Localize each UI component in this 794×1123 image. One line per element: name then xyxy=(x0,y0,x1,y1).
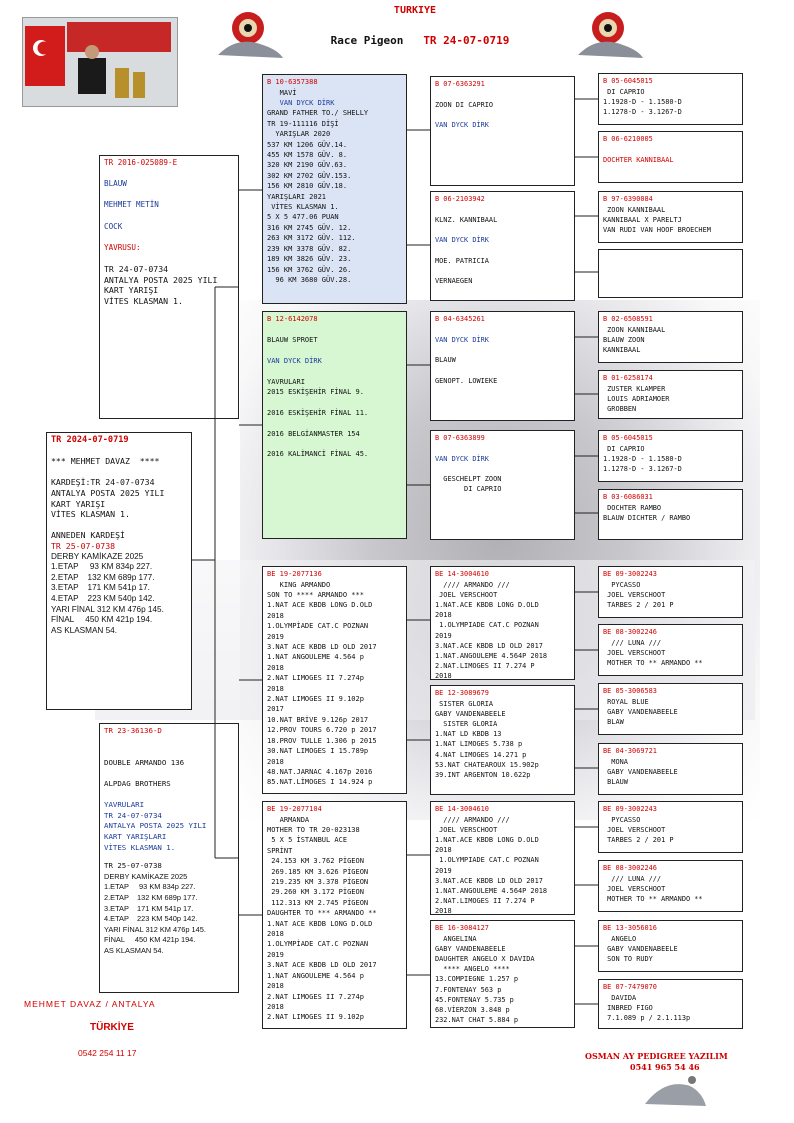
grandparent-line: 455 KM 1578 GÜV. 8. xyxy=(267,151,348,160)
great-grandparent-line: DAUGHTER ANGELO X DAVIDA xyxy=(435,955,535,963)
grandparent-line: 219.235 KM 3.378 PİGEON xyxy=(267,878,369,887)
footer-owner: MEHMET DAVAZ / ANTALYA xyxy=(24,999,156,1009)
great-grandparent-line: 1.NAT LIMOGES 5.738 p xyxy=(435,740,523,749)
dam-sibling-line: 2.ETAP 132 KM 689p 177. xyxy=(104,892,198,902)
sire-offspring-line: VİTES KLASMAN 1. xyxy=(104,295,183,306)
grandparent-line: MOTHER TO TR 20-023138 xyxy=(267,826,360,834)
great-grandparent-ring: BE 16-3084127 xyxy=(435,924,489,932)
dam-line: DOUBLE ARMANDO 136 xyxy=(104,757,185,767)
great-grandparent-ring: BE 14-3004610 xyxy=(435,570,489,578)
ancestor-line: VAN RUDI VAN HOOF BROECHEM xyxy=(603,226,711,234)
great-grandparent-line: GENOPT. LOWIEKE xyxy=(435,376,498,385)
grandparent-line: 5 X 5 477.06 PUAN xyxy=(267,213,339,222)
grandparent-line: 5 X 5 İSTANBUL ACE xyxy=(267,836,348,845)
ancestor-line: ZUSTER KLAMPER xyxy=(603,384,666,393)
great-grandparent-line: 2018 xyxy=(435,907,452,915)
grandparent-line: 30.NAT LIMOGES I 15.789p xyxy=(267,747,369,756)
grandparent-ring: B 10-6357388 xyxy=(267,78,318,86)
grandparent-line: VAN DYCK DİRK xyxy=(267,356,322,365)
ancestor-ring: B 05-6045015 xyxy=(603,77,653,85)
grandparent-line: 112.313 KM 2.745 PİGEON xyxy=(267,898,369,907)
ancestor-line: PYCASSO xyxy=(603,815,641,824)
main-bird-sibling-line: 3.ETAP 171 KM 541p 17. xyxy=(51,583,150,593)
footer-maker: OSMAN AY PEDIGREE YAZILIM xyxy=(585,1051,728,1061)
ancestor-line: KANNIBAAL X PARELTJ xyxy=(603,215,682,224)
ancestor-line: /// LUNA /// xyxy=(603,638,662,647)
ancestor-line: DOCHTER RAMBO xyxy=(603,503,662,512)
grandparent-line: 263 KM 3172 GÜV. 112. xyxy=(267,234,356,243)
grandparent-line: BLAUW SPROET xyxy=(267,336,318,344)
grandparent-line: 3.NAT ACE KBDB LD OLD 2017 xyxy=(267,961,377,970)
grandparent-line: 2019 xyxy=(267,950,284,959)
great-grandparent-line: 1.NAT.ACE KBDB LONG D.OLD xyxy=(435,836,539,844)
dam-offspring-line: ANTALYA POSTA 2025 YILI xyxy=(104,821,207,831)
grandparent-line: 96 KM 3680 GÜV.28. xyxy=(267,275,352,284)
ancestor-line: BLAUW ZOON xyxy=(603,335,645,344)
great-grandparent-line: VAN DYCK DİRK xyxy=(435,121,489,130)
ancestor-line: GROBBEN xyxy=(603,405,637,413)
ancestor-line: 1.1928-D - 1.1580-D xyxy=(603,97,682,106)
great-grandparent-line: JOEL VERSCHOOT xyxy=(435,825,498,834)
great-grandparent-line: 1.NAT.ACE KBDB LONG D.OLD xyxy=(435,601,539,609)
main-bird-sibling-line: AS KLASMAN 54. xyxy=(51,625,117,635)
main-bird-ring: TR 2024-07-0719 xyxy=(51,435,129,445)
grandparent-line: 156 KM 2810 GÜV.18. xyxy=(267,182,348,191)
dam-sibling-line: FİNAL 450 KM 421p 194. xyxy=(104,935,196,945)
footer-pigeon-logo xyxy=(640,1060,710,1112)
footer-country: TÜRKİYE xyxy=(90,1022,134,1033)
grandparent-line: 2018 xyxy=(267,930,284,939)
great-grandparent-line: 2019 xyxy=(435,631,452,640)
great-grandparent-line: 1.NAT.ANGOULEME 4.564P 2018 xyxy=(435,887,548,896)
ancestor-ring: BE 04-3069721 xyxy=(603,747,657,755)
dam-offspring-line: TR 24-07-0734 xyxy=(104,810,162,820)
great-grandparent-line: MOE. PATRICIA xyxy=(435,256,489,265)
great-grandparent-line: 53.NAT CHATEAROUX 15.902p xyxy=(435,760,539,769)
grandparent-ring: BE 19-2077104 xyxy=(267,805,322,813)
great-grandparent-line: 13.COMPIEGNE 1.257 p xyxy=(435,975,518,984)
grandparent-line: 537 KM 1206 GÜV.14. xyxy=(267,140,348,149)
grandparent-line: SON TO **** ARMANDO *** xyxy=(267,591,364,599)
grandparent-line: 316 KM 2745 GÜV. 12. xyxy=(267,223,352,232)
grandparent-line: 24.153 KM 3.762 PİGEON xyxy=(267,857,364,866)
dam-sibling-line: 1.ETAP 93 KM 834p 227. xyxy=(104,882,196,892)
great-grandparent-line: JOEL VERSCHOOT xyxy=(435,590,498,599)
grandparent-line: 1.NAT ACE KBDB LONG D.OLD xyxy=(267,601,373,610)
grandparent-line: 2.NAT LIMOGES II 7.274p xyxy=(267,674,364,683)
grandparent-line: 10.NAT BRİVE 9.126p 2017 xyxy=(267,715,369,724)
ancestor-line: BLAUW xyxy=(603,778,628,786)
grandparent-line: 1.NAT ACE KBDB LONG D.OLD xyxy=(267,919,373,928)
ancestor-line: ZOON KANNIBAAL xyxy=(603,325,666,334)
great-grandparent-line: 232.NAT CHAT 5.884 p xyxy=(435,1016,518,1025)
main-bird-line: *** MEHMET DAVAZ **** xyxy=(51,456,160,467)
great-grandparent-line: 45.FONTENAY 5.735 p xyxy=(435,995,514,1004)
grandparent-line: 48.NAT.JARNAC 4.167p 2016 xyxy=(267,767,373,776)
grandparent-line: 320 KM 2190 GÜV.63. xyxy=(267,161,348,170)
grandparent-line: 2018 xyxy=(267,1002,284,1011)
great-grandparent-ring: BE 12-3089679 xyxy=(435,689,489,697)
great-grandparent-line: 4.NAT LIMOGES 14.271 p xyxy=(435,750,527,759)
great-grandparent-line: 7.FONTENAY 563 p xyxy=(435,985,502,994)
sire-line: BLAUW xyxy=(104,179,127,189)
ancestor-ring: B 97-6390084 xyxy=(603,195,653,203)
ancestor-line: MONA xyxy=(603,757,628,766)
grandparent-line: 2016 BELGİANMASTER 154 xyxy=(267,429,360,438)
ancestor-ring: BE 09-3002243 xyxy=(603,805,657,813)
great-grandparent-line: GABY VANDENABEELE xyxy=(435,944,506,953)
ancestor-ring: BE 05-3006583 xyxy=(603,687,657,695)
great-grandparent-ring: BE 14-3004610 xyxy=(435,805,489,813)
grandparent-line: VAN DYCK DİRK xyxy=(267,99,335,107)
grandparent-line: 2018 xyxy=(267,757,284,766)
ancestor-line: GABY VANDENABEELE xyxy=(603,944,678,953)
ancestor-line: DI CAPRIO xyxy=(603,444,645,453)
great-grandparent-line: 1.OLYMPIADE CAT.C POZNAN xyxy=(435,856,539,865)
ancestor-line: JOEL VERSCHOOT xyxy=(603,648,666,657)
main-bird-line: ANNEDEN KARDEŞİ xyxy=(51,530,125,541)
dam-sibling-line: 4.ETAP 223 KM 540p 142. xyxy=(104,914,198,924)
great-grandparent-line: 3.NAT.ACE KBDB LD OLD 2017 xyxy=(435,876,543,885)
grandparent-line: 2019 xyxy=(267,632,284,641)
dam-offspring-line: YAVRULARI xyxy=(104,800,145,810)
ancestor-line: ROYAL BLUE xyxy=(603,697,649,706)
ancestor-line: PYCASSO xyxy=(603,580,641,589)
grandparent-line: 2.NAT LIMOGES II 7.274p xyxy=(267,992,364,1001)
footer-phone: 0542 254 11 17 xyxy=(78,1048,137,1058)
header-title-left: Race Pigeon xyxy=(330,34,404,47)
great-grandparent-line: 68.VİERZON 3.848 p xyxy=(435,1006,510,1015)
great-grandparent-ring: B 06-2103942 xyxy=(435,195,485,203)
dam-sibling-line: AS KLASMAN 54. xyxy=(104,945,164,955)
ancestor-line: /// LUNA /// xyxy=(603,874,662,883)
ancestor-line: 7.1.089 p / 2.1.113p xyxy=(603,1014,691,1022)
grandparent-line: 2.NAT LIMOGES II 9.102p xyxy=(267,1013,364,1022)
grandparent-line: 302 KM 2702 GÜV.153. xyxy=(267,171,352,180)
header-title-ring: TR 24-07-0719 xyxy=(423,34,510,47)
ancestor-ring: BE 08-3002246 xyxy=(603,628,657,636)
ancestor-line: DAVIDA xyxy=(603,993,637,1002)
ancestor-ring: B 06-6210005 xyxy=(603,135,653,143)
ancestor-ring: B 05-6045015 xyxy=(603,434,653,442)
grandparent-ring: B 12-6142078 xyxy=(267,315,318,323)
great-grandparent-line: VAN DYCK DİRK xyxy=(435,454,489,463)
great-grandparent-line: 1.NAT.ANGOULEME 4.564P 2018 xyxy=(435,652,548,661)
grandparent-line: 239 KM 3378 GÜV. 82. xyxy=(267,244,352,253)
great-grandparent-line: VAN DYCK DİRK xyxy=(435,236,489,245)
grandparent-line: 2016 KALİMANCİ FİNAL 45. xyxy=(267,450,369,459)
sire-yavru-label: YAVRUSU: xyxy=(104,242,141,252)
great-grandparent-line: BLAUW xyxy=(435,356,456,365)
sire-line: COCK xyxy=(104,221,123,231)
ancestor-line: KANNIBAAL xyxy=(603,346,641,354)
ancestor-line: MOTHER TO ** ARMANDO ** xyxy=(603,659,703,667)
grandparent-line: 3.NAT ACE KBDB LD OLD 2017 xyxy=(267,643,377,652)
ancestor-ring: BE 07-7479070 xyxy=(603,983,657,991)
great-grandparent-line: 2.NAT.LIMOGES II 7.274 P xyxy=(435,662,535,671)
grandparent-line: 189 KM 3826 GÜV. 23. xyxy=(267,255,352,264)
great-grandparent-line: //// ARMANDO /// xyxy=(435,815,510,824)
great-grandparent-line: GESCHELPT ZOON xyxy=(435,475,502,484)
grandparent-line: 269.185 KM 3.626 PİGEON xyxy=(267,867,369,876)
ancestor-ring: B 03-6086031 xyxy=(603,493,653,501)
great-grandparent-line: 2018 xyxy=(435,846,452,855)
dam-sibling-line: DERBY KAMİKAZE 2025 xyxy=(104,871,188,881)
dam-sibling-line: 3.ETAP 171 KM 541p 17. xyxy=(104,903,194,913)
ancestor-line: ANGELO xyxy=(603,934,637,943)
dam-line: ALPDAG BROTHERS xyxy=(104,778,171,788)
grandparent-line: MAVİ xyxy=(267,88,297,97)
dam-sibling-ring: TR 25-07-0738 xyxy=(104,861,162,871)
ancestor-line: LOUIS ADRIAMOER xyxy=(603,394,670,403)
great-grandparent-line: VERNAEGEN xyxy=(435,277,473,286)
main-bird-sibling-line: FİNAL 450 KM 421p 194. xyxy=(51,615,153,625)
great-grandparent-ring: B 07-6363291 xyxy=(435,80,485,88)
ancestor-line: 1.1928-D - 1.1580-D xyxy=(603,454,682,463)
grandparent-line: TR 19-111116 DİŞİ xyxy=(267,119,339,128)
main-bird-sibling-line: 1.ETAP 93 KM 834p 227. xyxy=(51,562,153,572)
ancestor-line: INBRED FIGO xyxy=(603,1003,653,1012)
grandparent-line: 2015 ESKİŞEHİR FİNAL 9. xyxy=(267,388,364,397)
grandparent-line: 2018 xyxy=(267,982,284,991)
ancestor-ring: BE 13-3056016 xyxy=(603,924,657,932)
grandparent-line: 2017 xyxy=(267,705,284,714)
ancestor-line: JOEL VERSCHOOT xyxy=(603,590,666,599)
ancestor-line: MOTHER TO ** ARMANDO ** xyxy=(603,895,703,903)
main-bird-sibling-line: 2.ETAP 132 KM 689p 177. xyxy=(51,572,155,582)
great-grandparent-line: 2019 xyxy=(435,866,452,875)
great-grandparent-line: ANGELINA xyxy=(435,934,477,943)
grandparent-line: 2018 xyxy=(267,611,284,620)
grandparent-line: 85.NAT.LİMOGES I 14.924 p xyxy=(267,778,373,787)
grandparent-line: YAVRULARI xyxy=(267,377,305,386)
grandparent-line: YARIŞLARI 2021 xyxy=(267,192,327,201)
ancestor-line: JOEL VERSCHOOT xyxy=(603,825,666,834)
great-grandparent-line: KLNZ. KANNIBAAL xyxy=(435,215,498,224)
grandparent-line: 29.260 KM 3.172 PİGEON xyxy=(267,888,364,897)
grandparent-ring: BE 19-2077136 xyxy=(267,570,322,578)
grandparent-line: 1.NAT ANGOULEME 4.564 p xyxy=(267,971,364,980)
main-bird-line: KARDEŞİ:TR 24-07-0734 xyxy=(51,477,155,488)
grandparent-line: 156 KM 3762 GÜV. 26. xyxy=(267,265,352,274)
great-grandparent-line: 3.NAT.ACE KBDB LD OLD 2017 xyxy=(435,641,543,650)
ancestor-ring: BE 09-3002243 xyxy=(603,570,657,578)
great-grandparent-line: 2018 xyxy=(435,611,452,620)
great-grandparent-line: **** ANGELO **** xyxy=(435,965,510,974)
sire-ring: TR 2016-025089-E xyxy=(104,158,178,167)
grandparent-line: KING ARMANDO xyxy=(267,580,331,589)
ancestor-line: GABY VANDENABEELE xyxy=(603,707,678,716)
ancestor-ring: B 02-6508591 xyxy=(603,315,653,323)
ancestor-line: TARBES 2 / 201 P xyxy=(603,836,674,844)
dam-offspring-line: KART YARIŞLARI xyxy=(104,831,167,841)
header-country: TURKIYE xyxy=(393,5,437,16)
footer-maker-phone: 0541 965 54 46 xyxy=(630,1062,700,1072)
great-grandparent-line: VAN DYCK DİRK xyxy=(435,335,489,344)
grandparent-line: GRAND FATHER TO./ SHELLY xyxy=(267,109,369,118)
ancestor-ring: B 01-6258174 xyxy=(603,374,653,382)
main-bird-sibling-line: 4.ETAP 223 KM 540p 142. xyxy=(51,593,155,603)
grandparent-line: 2018 xyxy=(267,684,284,693)
grandparent-line: YARIŞLAR 2020 xyxy=(267,130,331,139)
grandparent-line: 2.NAT LIMOGES II 9.102p xyxy=(267,695,364,704)
ancestor-line: DOCHTER KANNIBAAL xyxy=(603,155,674,164)
dam-sibling-line: YARI FİNAL 312 KM 476p 145. xyxy=(104,924,206,934)
sire-offspring-line: ANTALYA POSTA 2025 YILI xyxy=(104,274,218,285)
great-grandparent-ring: B 04-6345261 xyxy=(435,315,485,323)
main-bird-sibling-ring: TR 25-07-0738 xyxy=(51,540,116,551)
dam-ring: TR 23-36136-D xyxy=(104,726,162,735)
ancestor-line: JOEL VERSCHOOT xyxy=(603,884,666,893)
grandparent-line: VİTES KLASMAN 1. xyxy=(267,203,339,212)
great-grandparent-line: DI CAPRIO xyxy=(435,485,502,494)
great-grandparent-line: 1.NAT LD KBDB 13 xyxy=(435,730,502,739)
grandparent-line: 1.OLYMPİADE CAT.C POZNAN xyxy=(267,940,369,949)
grandparent-line: 1.NAT ANGOULEME 4.564 p xyxy=(267,653,364,662)
great-grandparent-line: SISTER GLORIA xyxy=(435,699,494,708)
great-grandparent-line: 2018 xyxy=(435,672,452,680)
ancestor-line: 1.1278-D - 3.1267-D xyxy=(603,108,682,116)
ancestor-line: DI CAPRIO xyxy=(603,87,645,96)
grandparent-line: DAUGHTER TO *** ARMANDO ** xyxy=(267,909,377,918)
main-bird-sibling-line: YARI FİNAL 312 KM 476p 145. xyxy=(51,604,164,614)
ancestor-ring: BE 08-3002246 xyxy=(603,864,657,872)
grandparent-line: SPRİNT xyxy=(267,846,293,855)
sire-offspring-line: TR 24-07-0734 xyxy=(104,263,169,274)
ancestor-line: ZOON KANNIBAAL xyxy=(603,205,666,214)
main-bird-line: ANTALYA POSTA 2025 YILI xyxy=(51,487,165,498)
grandparent-line: 1.OLYMPİADE CAT.C POZNAN xyxy=(267,622,369,631)
grandparent-line: ARMANDA xyxy=(267,815,310,824)
great-grandparent-line: SISTER GLORIA xyxy=(435,720,498,728)
great-grandparent-ring: B 07-6363899 xyxy=(435,434,485,442)
great-grandparent-line: 1.OLYMPIADE CAT.C POZNAN xyxy=(435,621,539,630)
great-grandparent-line: GABY VANDENABEELE xyxy=(435,709,506,718)
great-grandparent-line: //// ARMANDO /// xyxy=(435,580,510,589)
grandparent-line: 18.PROV TULLE 1.306 p 2015 xyxy=(267,736,377,745)
dam-offspring-line: VİTES KLASMAN 1. xyxy=(104,842,176,852)
ancestor-line: TARBES 2 / 201 P xyxy=(603,601,674,609)
grandparent-line: 2016 ESKİŞEHİR FİNAL 11. xyxy=(267,408,369,417)
ancestor-line: BLAW xyxy=(603,718,624,726)
grandparent-line: 12.PROV TOURS 6.720 p 2017 xyxy=(267,726,377,735)
sire-offspring-line: KART YARIŞI xyxy=(104,285,159,296)
sire-line: MEHMET METİN xyxy=(104,200,159,210)
ancestor-line: GABY VANDENABEELE xyxy=(603,767,678,776)
main-bird-line: KART YARIŞI xyxy=(51,498,106,509)
grandparent-line: 2018 xyxy=(267,663,284,672)
ancestor-line: BLAUW DICHTER / RAMBO xyxy=(603,513,691,522)
ancestor-line: 1.1278-D - 3.1267-D xyxy=(603,465,682,473)
main-bird-sibling-line: DERBY KAMİKAZE 2025 xyxy=(51,551,144,561)
great-grandparent-line: 39.INT ARGENTON 10.622p xyxy=(435,771,531,780)
ancestor-line: SON TO RUDY xyxy=(603,955,653,963)
great-grandparent-line: ZOON DI CAPRIO xyxy=(435,100,494,109)
great-grandparent-line: 2.NAT.LIMOGES II 7.274 P xyxy=(435,897,535,906)
main-bird-line: VİTES KLASMAN 1. xyxy=(51,509,130,520)
